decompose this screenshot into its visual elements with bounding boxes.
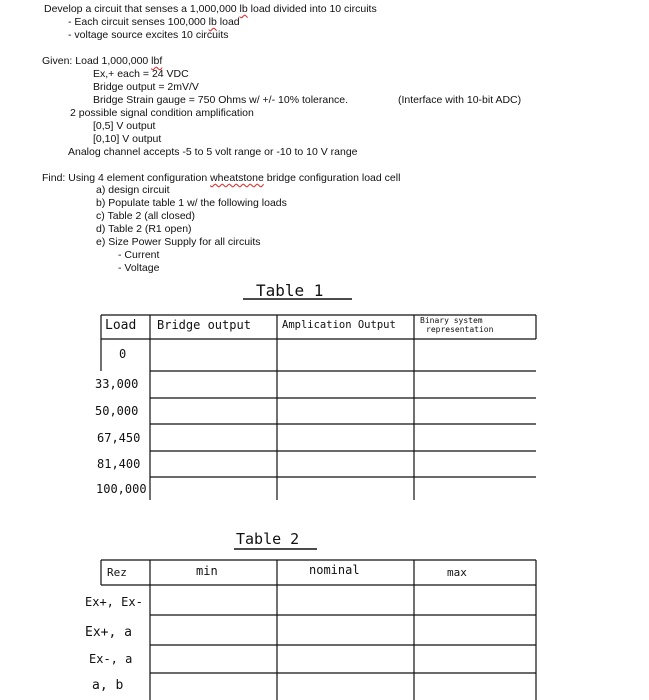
table2-row-0: Ex+, Ex- (85, 595, 143, 609)
given-strain: Bridge Strain gauge = 750 Ohms w/ +/- 10% tolerance. (93, 94, 349, 106)
table1-header-binary: Binary system (420, 316, 483, 325)
find-c: c) Table 2 (all closed) (96, 210, 196, 222)
table2-row-2: Ex-, a (89, 652, 133, 666)
given-label: Given: Load 1,000,000 lbf (42, 55, 163, 67)
table2-header-max: max (447, 566, 467, 579)
given-opt1: [0,5] V output (93, 120, 156, 132)
table2-header-min: min (196, 564, 218, 578)
given-bridge-output: Bridge output = 2mV/V (93, 81, 199, 93)
given-interface: (Interface with 10-bit ADC) (398, 94, 522, 106)
problem-line-3: - voltage source excites 10 circuits (68, 29, 229, 41)
table2-grid (101, 560, 536, 700)
table2-header-nominal: nominal (309, 563, 360, 577)
table1-title: Table 1 (256, 281, 324, 300)
table1-grid (101, 315, 536, 500)
given-ex: Ex,+ each = 24 VDC (93, 68, 189, 80)
table1-header-load: Load (105, 318, 137, 333)
table2-header-rez: Rez (107, 566, 127, 579)
find-e-voltage: - Voltage (118, 262, 160, 274)
table2-row-1: Ex+, a (85, 625, 132, 640)
table1-header-bridge: Bridge output (157, 318, 251, 332)
table2-title: Table 2 (236, 530, 300, 548)
given-amplification: 2 possible signal condition amplification (70, 107, 254, 119)
table1-header-amp: Amplication Output (282, 319, 396, 331)
find-a: a) design circuit (96, 184, 170, 196)
find-e: e) Size Power Supply for all circuits (96, 236, 261, 248)
given-analog: Analog channel accepts -5 to 5 volt range or -10 to 10 V range (68, 146, 358, 158)
find-b: b) Populate table 1 w/ the following loads (96, 197, 287, 209)
table1-header-representation: representation (426, 325, 494, 334)
problem-line-1: Develop a circuit that senses a 1,000,000 lb load divided into 10 circuits (44, 3, 377, 15)
table1-load-0: 0 (119, 347, 127, 361)
find-e-current: - Current (118, 249, 160, 261)
find-label: Find: Using 4 element configuration wheatstone bridge configuration load cell (42, 172, 401, 184)
find-d: d) Table 2 (R1 open) (96, 223, 192, 235)
table1-load-1: 33,000 (95, 377, 139, 391)
table1-load-2: 50,000 (95, 404, 139, 418)
table2-row-3: a, b (92, 678, 124, 693)
table1-load-5: 100,000 (96, 482, 147, 496)
table1-load-3: 67,450 (97, 431, 141, 445)
table1-load-4: 81,400 (97, 457, 141, 471)
problem-line-2: - Each circuit senses 100,000 lb load (68, 16, 240, 28)
given-opt2: [0,10] V output (93, 133, 162, 145)
